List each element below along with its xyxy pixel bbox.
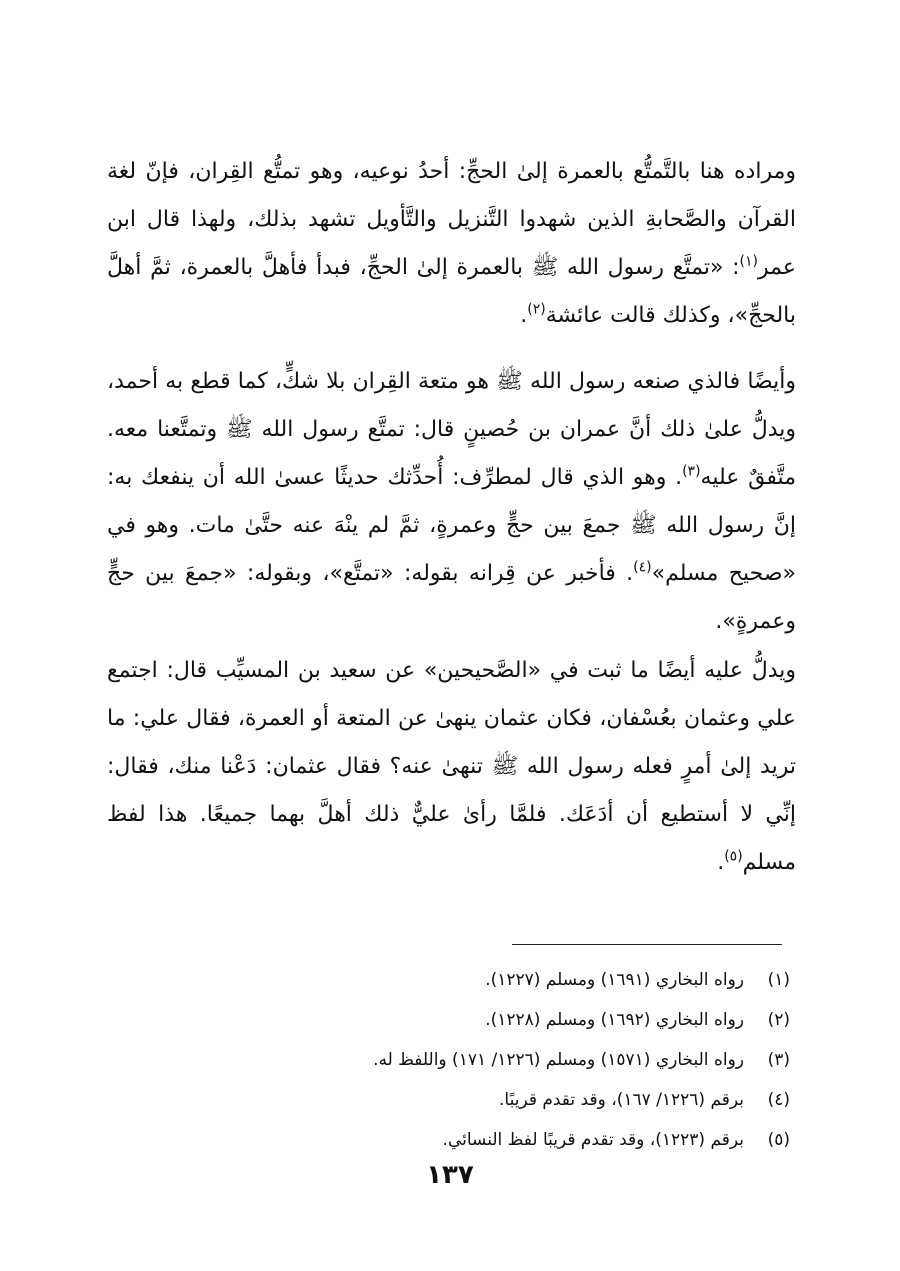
- footnote-text: برقم (١٢٢٦/ ١٦٧)، وقد تقدم قريبًا.: [499, 1090, 744, 1110]
- footnote-text: رواه البخاري (١٦٩٢) ومسلم (١٢٢٨).: [485, 1010, 744, 1030]
- paragraph-text: .: [520, 303, 528, 328]
- footnote-text: برقم (١٢٢٣)، وقد تقدم قريبًا لفظ النسائي.: [442, 1130, 744, 1150]
- footnote-reference: (٤): [633, 559, 652, 576]
- paragraph-2: [107, 358, 796, 646]
- paragraph-text: .: [717, 850, 725, 875]
- footnote-reference: (١): [739, 253, 759, 270]
- footnote-reference: (٣): [682, 463, 701, 480]
- footnote-number: (٣): [767, 1050, 790, 1070]
- paragraph-text: . فأخبر عن قِرانه بقوله: «تمتَّع»، وبقوله: «جمعَ بين حجٍّ وعمرةٍ».: [107, 561, 796, 634]
- paragraph-text: وأيضًا فالذي صنعه رسول الله ﷺ هو متعة القِران بلا شكٍّ، كما قطع به أحمد، ويدلُّ علىٰ ذلك أنَّ عمران بن حُصينٍ قال: تمتَّع رسول الله ﷺ وتمتَّعنا معه. متَّفقٌ عليه: [107, 369, 796, 490]
- paragraph-1: [107, 148, 796, 340]
- footnote-number: (٥): [767, 1130, 790, 1150]
- footnote-item: [150, 960, 790, 1000]
- paragraph-text: ومراده هنا بالتَّمتُّع بالعمرة إلىٰ الحجِّ: أحدُ نوعيه، وهو تمتُّع القِران، فإنّ لغة القرآن والصَّحابةِ الذين شهدوا التَّنزيل والتَّأويل تشهد بذلك، ولهذا قال ابن عمر: [107, 159, 796, 280]
- footnote-item: [150, 1000, 790, 1040]
- footnote-item: [150, 1040, 790, 1080]
- footnote-separator: [512, 944, 782, 945]
- footnote-reference: (٢): [527, 301, 546, 318]
- footnote-text: رواه البخاري (١٦٩١) ومسلم (١٢٢٧).: [485, 970, 744, 990]
- footnote-number: (٤): [767, 1090, 790, 1110]
- paragraph-text: . وهو الذي قال لمطرِّف: أُحدِّثك حديثًا عسىٰ الله أن ينفعك به: إنَّ رسول الله ﷺ جمعَ بين حجٍّ وعمرةٍ، ثمَّ لم ينْهَ عنه حتَّىٰ مات. وهو في «صحيح مسلم»: [107, 465, 796, 586]
- paragraph-text: ويدلُّ عليه أيضًا ما ثبت في «الصَّحيحين» عن سعيد بن المسيِّب قال: اجتمع علي وعثمان بعُسْفان، فكان عثمان ينهىٰ عن المتعة أو العمرة، فقال علي: ما تريد إلىٰ أمرٍ فعله رسول الله ﷺ تنهىٰ عنه؟ فقال عثمان: دَعْنا منك، فقال: إنِّي لا أستطيع أن أدَعَك. فلمَّا رأىٰ عليٌّ ذلك أهلَّ بهما جميعًا. هذا لفظ مسلم: [107, 658, 796, 875]
- footnote-reference: (٥): [724, 848, 743, 865]
- page-number: ١٣٧: [426, 1160, 474, 1190]
- footnote-item: [150, 1080, 790, 1120]
- footnotes-list: [150, 960, 790, 1160]
- footnote-number: (٢): [767, 1010, 790, 1030]
- footnote-number: (١): [767, 970, 790, 990]
- paragraph-text: : «تمتَّع رسول الله ﷺ بالعمرة إلىٰ الحجِّ، فبدأ فأهلَّ بالعمرة، ثمَّ أهلَّ بالحجِّ»، وكذلك قالت عائشة: [107, 255, 796, 328]
- paragraph-3: [107, 647, 796, 887]
- footnote-item: [150, 1120, 790, 1160]
- footnote-text: رواه البخاري (١٥٧١) ومسلم (١٢٢٦/ ١٧١) واللفظ له.: [373, 1050, 744, 1070]
